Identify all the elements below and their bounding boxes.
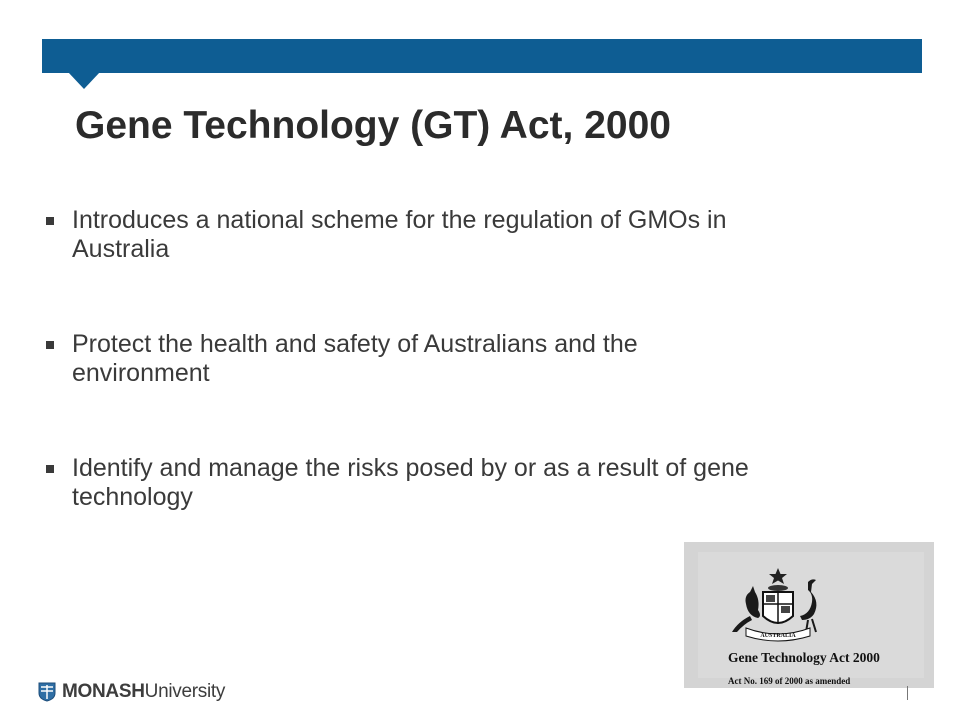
header-notch <box>68 72 100 89</box>
bullet-text: Identify and manage the risks posed by or as a result of gene technology <box>72 454 749 511</box>
bullet-item <box>46 330 766 388</box>
coat-of-arms-icon <box>728 566 828 646</box>
square-bullet-icon <box>46 341 54 349</box>
logo-text-bold: MONASH <box>62 681 145 702</box>
logo-text <box>62 681 225 703</box>
crest-scroll-text: AUSTRALIA <box>760 633 796 639</box>
act-title: Gene Technology Act 2000 <box>728 650 880 665</box>
logo-text-regular: University <box>144 681 226 702</box>
act-number: Act No. 169 of 2000 as amended <box>728 676 851 686</box>
monash-shield-icon <box>38 682 56 702</box>
header-bar <box>42 39 922 73</box>
act-cover-image <box>684 542 934 688</box>
bullet-text: Protect the health and safety of Australians and the environment <box>72 330 638 387</box>
bullet-item <box>46 454 766 512</box>
bullet-list <box>46 206 766 512</box>
square-bullet-icon <box>46 465 54 473</box>
slide-title: Gene Technology (GT) Act, 2000 <box>75 104 671 147</box>
square-bullet-icon <box>46 217 54 225</box>
bullet-text: Introduces a national scheme for the regulation of GMOs in Australia <box>72 206 727 263</box>
bullet-item <box>46 206 766 264</box>
monash-university-logo <box>38 681 225 703</box>
page-marker <box>907 686 908 700</box>
act-cover-page <box>698 552 924 686</box>
